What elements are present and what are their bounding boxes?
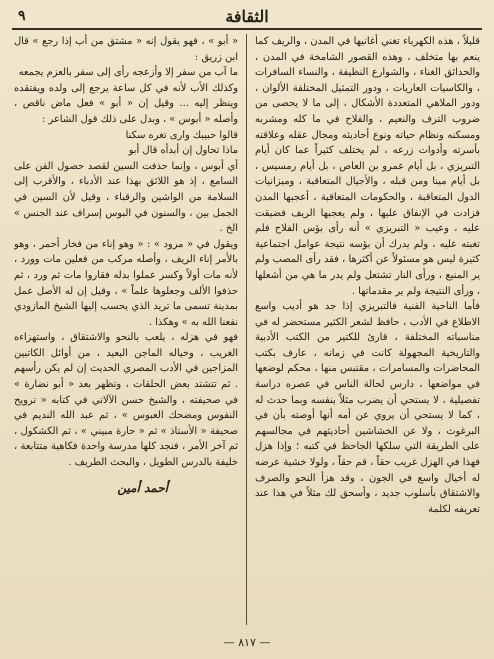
right-column-text: قليلاً ، هذه الكهرباء تغني أغانيها في المدن ، والريف كما ينعم بها متخلف ، وهذه القصور الشامخة في المدن ، والحدائق الغناء ، والشوارع النظيفة ، والنساء السافرات ، والكاسيات العاريات ، ودور التمثيل المختلفة الألوان ، ودور الملاهي المتعددة الأشكال ، إلى ما لا يحصى من ضروب الترف والنعيم ، والفلاح في ما كله ومشربه ومسكنه ونظام حياته ونوع أحاديثه ومجال عقله وعلاقته بأسرته وأدوات زرعه ، لم يختلف كثيراً عما كان أيام التبريزي ، بل أيام عمرو بن العاص ، بل أيام رمسيس ، بل أيام مينا ومن قبله ، والأجيال المتعاقبة ، وميزانيات الدول المتعاقبة ، والحكومات المتعاقبة ، أعجبها المدن فزادت في الإنفاق عليها ، ولم يعجبها الريف فضيقت عليه ، وعيب « التبريزي » أنه رأى بؤس الفلاح فلم تغبته عليه ، ولم يدرك أن بؤسه نتيجة عوامل اجتماعية كثيرة ليس هو مسئولاً عن أكثرها ، فقد رأى المصب ولم ير المنبع ، ورأى النار تشتعل ولم يدر ما هي من أشعلها ، ورأى النتيجة ولم ير مقدماتها . فأما الناحية الفنية فالتبريزي إذا جد هو أديب واسع الاطلاع في الأدب ، حافظ لشعر الكثير مستحضر له في مناسباته المختلفة ، قارئ للكتير من الكتب الأدبية والتاريخية المجهولة كانت في زمانه ، عارف بكتب المحاضرات والمسامرات ، مقتبس منها ، محكم لوضعها في مواضعها ، دارس لحالة الناس في عصره دراسة تفصيلية ، لا يستحي أن يضرب مثلاً بنفسه وبما حدث له ، كما لا يستحي أن يروي عن أمه أنها أوصته بأن في البرغوث ، ولا عن الخشاشين أحاديثهم في مجالسهم على الطريقة التي سلكها الجاحظ في كتبه ؛ وإذا هزل فهذا في الهزل غريب حقاً ، قم حقاً ، ولولا خشية عرضه له أخيال واسع في الجون ، وقد هزأ النحو والصرف والاشتقاق بأسلوب جديد ، وأسحق لك مثلاً في هذا عند تعريفه لكلمة bbox=[255, 36, 480, 515]
footer-page-number: — ٨١٧ — bbox=[223, 636, 271, 649]
magazine-title: الثقافة bbox=[225, 7, 269, 26]
left-column bbox=[14, 34, 247, 625]
header-page-number: ٩ bbox=[18, 8, 26, 24]
article-columns bbox=[14, 34, 480, 625]
author-signature: أحمد أمين bbox=[117, 480, 168, 495]
page-header bbox=[12, 6, 482, 30]
right-column bbox=[247, 34, 480, 625]
left-column-text: « أبو » ، فهو يقول إنه « مشتق من أب إذا رجع » قال ابن زريق : ما آب من سفر إلا وأزعجه رأى إلى سفر بالعزم يجمعه وكذلك الأب لأنه في كل ساعة يرجع إلى ولده ويفتقده وينظر إليه ... وقيل إن « أبو » فعل ماض ناقص ، وأصله « أبوس » ، وبدل على ذلك قول الشاعر : قالوا حبيبك وارى تغره سكنا ماذا تحاول إن أبدأه قال أبو أي أبوس ، وإنما حذفت السين لقصد حصول الفن على السامع ، إذ هو اللائق بهذا عند الأدباء ، والأقرب إلى السلامة من الواشين والرقباء ، وقيل لأن السين في الجمل بين ، والسنون في البوس إسراف عند الجنس » الخ . ويقول في « مرود » : « وهو إناء من فخار أحمر ، وهو بالأمر إناء الريف ، وأصله مركب من فعلين مات وورد ، لأنه مات أولاً وكسر عملوا بدله فقاروا مات ثم ورد ، ثم حذفوا الألف وجعلوها علماً » ، وقيل إن له الأصل عمل بمدينة تسمى ما تريد الذي يحسب إليها الشيخ المازودي نفعنا الله به » وهكذا . فهو في هزله ، يلعب بالنحو والاشتقاق ، واستهزاءه الغريب ، وخياله الماجن البعيد ، من أوائل الكاتبين المزاجين في الأدب المصري الحديث إن لم يكن رأسهم . ثم تتشتد بعض الحلقات ، وتظهر بعد « أبو نضارة » في صحيفته ، والشيخ حسن الآلاتي في كتابه « ترويح النفوس ومضحك العبوس » ، ثم عبد الله النديم في صحيفة « الأستاذ » ثم « حارة مبيني » ، ثم الكشكول ، ثم آخر الأمر ، فنجد كلها مدرسة واحدة فكاهية متتابعة ، خليفة بالدرس الطويل ، والبحث الطريف . bbox=[14, 36, 238, 469]
